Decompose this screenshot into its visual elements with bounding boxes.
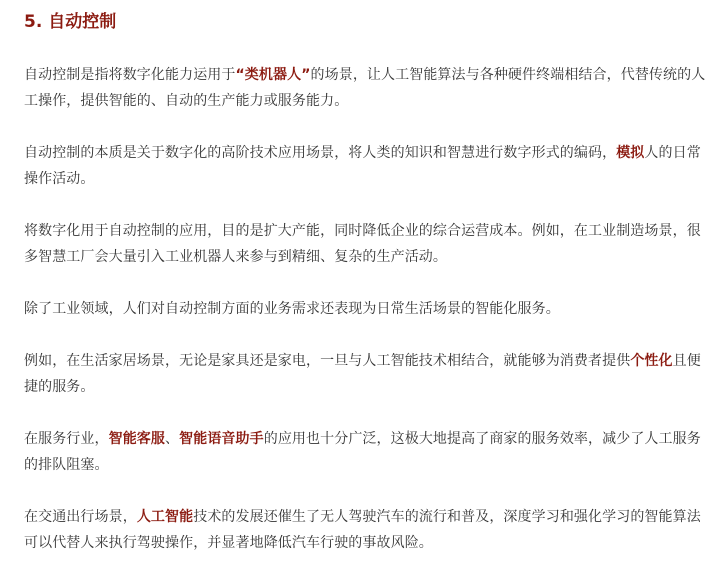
highlighted-term: “类机器人” [235, 67, 311, 83]
highlighted-term: 智能客服 [108, 431, 166, 447]
paragraph-text: 的应用也十分广泛，这极大地提高了商家的服务效率，减少了人工服务的排队阻塞。 [24, 431, 701, 473]
paragraph [24, 140, 706, 192]
paragraph [24, 504, 706, 556]
paragraph-text: 在服务行业， [24, 431, 109, 447]
highlighted-term: 智能语音助手 [179, 431, 264, 447]
paragraph [24, 348, 706, 400]
paragraph-text: 在交通出行场景， [24, 509, 137, 525]
paragraph-text: 除了工业领域，人们对自动控制方面的业务需求还表现为日常生活场景的智能化服务。 [24, 301, 560, 317]
paragraph-text: 技术的发展还催生了无人驾驶汽车的流行和普及，深度学习和强化学习的智能算法可以代替人来执行驾驶操作，并显著地降低汽车行驶的事故风险。 [24, 509, 701, 551]
paragraph-text: 将数字化用于自动控制的应用，目的是扩大产能，同时降低企业的综合运营成本。例如，在工业制造场景，很多智慧工厂会大量引入工业机器人来参与到精细、复杂的生产活动。 [24, 223, 701, 265]
highlighted-term: 人工智能 [136, 509, 194, 525]
paragraph-text: 例如，在生活家居场景，无论是家具还是家电，一旦与人工智能技术相结合，就能够为消费者提供 [24, 353, 631, 369]
paragraph-text: 且便捷的服务。 [24, 353, 701, 395]
paragraph [24, 426, 706, 478]
highlighted-term: 模拟 [616, 145, 645, 161]
paragraph [24, 218, 706, 270]
paragraph-text: 人的日常操作活动。 [24, 145, 701, 187]
highlighted-term: 个性化 [630, 353, 673, 369]
paragraph-text: 、 [165, 431, 180, 447]
paragraph [24, 62, 706, 114]
paragraph [24, 296, 706, 322]
paragraph-text: 自动控制的本质是关于数字化的高阶技术应用场景，将人类的知识和智慧进行数字形式的编码， [24, 145, 617, 161]
paragraph-text: 的场景，让人工智能算法与各种硬件终端相结合，代替传统的人工操作，提供智能的、自动的生产能力或服务能力。 [24, 67, 706, 109]
section-heading: 5. 自动控制 [24, 12, 117, 32]
paragraph-text: 自动控制是指将数字化能力运用于 [24, 67, 236, 83]
